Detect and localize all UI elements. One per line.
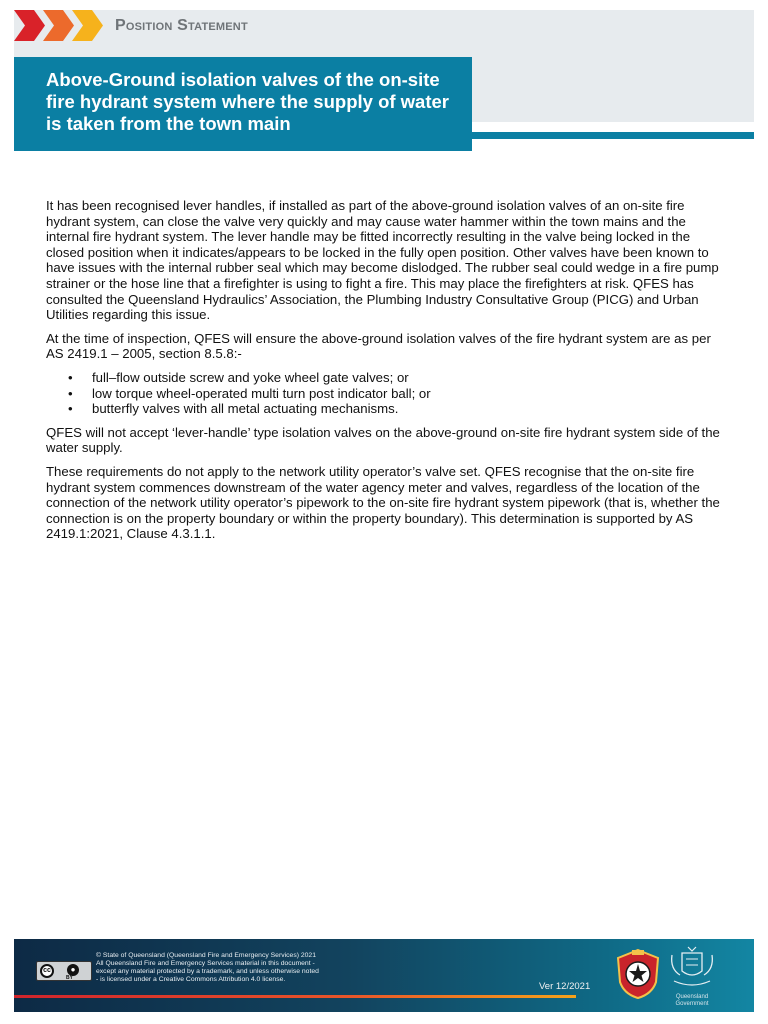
creative-commons-icon[interactable]	[36, 961, 92, 981]
attribution-person-icon: ●	[67, 964, 79, 976]
paragraph-3: QFES will not accept ‘lever-handle’ type isolation valves on the above-ground on-site fire hydrant system side of the water supply.	[46, 424, 720, 456]
legal-line: © State of Queensland (Queensland Fire and Emergency Services) 2021	[96, 952, 316, 959]
queensland-crest-icon	[666, 945, 718, 1007]
legal-line: All Queensland Fire and Emergency Services material in this document -	[96, 959, 315, 967]
document-type-label: Position Statement	[115, 17, 248, 34]
list-item	[68, 369, 722, 386]
title-rule	[472, 132, 754, 139]
list-item	[68, 385, 722, 402]
paragraph-1: It has been recognised lever handles, if installed as part of the above-ground isolation valves of an on-site fire hydrant system, can close the valve very quickly and may cause water hammer within the town mains and the internal fire hydrant system. The lever handle may be fitted incorrectly resulting in the valve being locked in the closed position when it indicates/appears to be locked in the fully open position. Other valves have been known to have issues with the internal rubber seal which may become dislodged. The rubber seal could wedge in a fire pump strainer or the hose line that a firefighter is using to fight a fire. This may place the firefighters at risk. QFES has consulted the Queensland Hydraulics’ Association, the Plumbing Industry Consultative Group (PICG) and Urban Utilities regarding this issue.	[46, 198, 719, 323]
footer-accent-line	[14, 995, 576, 998]
footer	[14, 939, 754, 1012]
list-item-text: full–flow outside screw and yoke wheel gate valves; or	[92, 369, 409, 385]
cc-mark: cc	[40, 964, 54, 978]
legal-line: - is licensed under a Creative Commons Attribution 4.0 license.	[96, 975, 286, 983]
legal-line: except any material protected by a trademark, and unless otherwise noted	[96, 967, 319, 975]
qfes-emblem-icon	[614, 948, 662, 1000]
list-item-text: low torque wheel-operated multi turn post indicator ball; or	[92, 385, 431, 401]
document-body	[46, 198, 722, 550]
chevron-logo-icon	[14, 10, 108, 41]
list-item	[68, 401, 722, 417]
by-label: BY	[66, 975, 73, 981]
bullet-icon: •	[68, 385, 73, 401]
paragraph-4: These requirements do not apply to the network utility operator’s valve set. QFES recognise that the on-site fire hydrant system commences downstream of the water agency meter and valves, regardless of the location of the connection of the network utility operator’s pipework to the on-site fire hydrant system pipework (that is, whether the connection is on the property boundary or within the property boundary). This determination is supported by AS 2419.1:2021, Clause 4.3.1.1.	[46, 463, 720, 542]
valve-type-list	[46, 370, 722, 417]
bullet-icon: •	[68, 369, 73, 385]
page-title: Above-Ground isolation valves of the on-site fire hydrant system where the supply of water is taken from the town main	[46, 69, 449, 134]
list-item-text: butterfly valves with all metal actuating mechanisms.	[92, 401, 399, 417]
title-box	[14, 57, 472, 151]
bullet-icon: •	[68, 401, 73, 417]
version-label: Ver 12/2021	[539, 981, 591, 992]
copyright-notice	[96, 952, 386, 984]
queensland-government-caption: Queensland Government	[675, 994, 709, 1007]
paragraph-2: At the time of inspection, QFES will ensure the above-ground isolation valves of the fire hydrant system are as per AS 2419.1 – 2005, section 8.5.8:-	[46, 330, 711, 362]
